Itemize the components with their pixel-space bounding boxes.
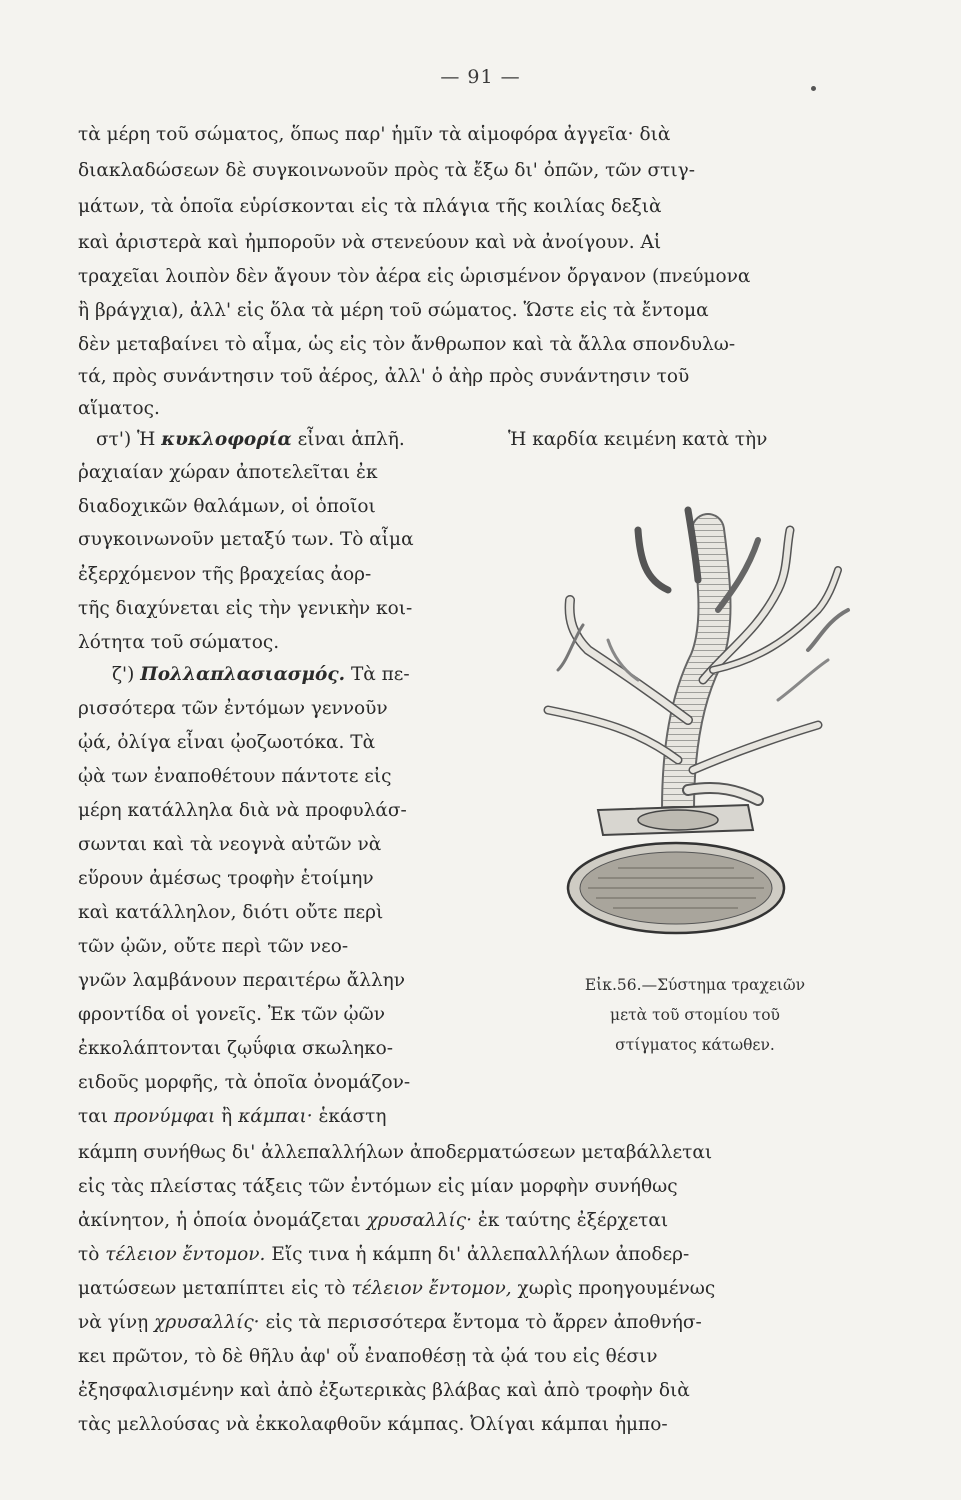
text-line: τῆς διαχύνεται εἰς τὴν γενικὴν κοι- [78,598,413,619]
text-line: φροντίδα οἱ γονεῖς. Ἐκ τῶν ᾠῶν [78,1004,385,1025]
text-line: ματώσεων μεταπίπτει εἰς τὸ τέλειον ἔντομον, χωρὶς προηγουμένως [78,1278,716,1299]
term-chrysalis: χρυσαλλίς· [366,1210,472,1231]
figure-caption: μετὰ τοῦ στομίου τοῦ [610,1006,780,1024]
section-heading-line: ζ') Πολλαπλασιασμός. Τὰ πε- [112,664,410,685]
text-line: ἐξερχόμενον τῆς βραχείας ἀορ- [78,564,372,585]
text-line: ειδοῦς μορφῆς, τὰ ὁποῖα ὀνομάζον- [78,1072,411,1093]
text-line: ἐκκολάπτονται ζῳΰφια σκωληκο- [78,1038,394,1059]
text-line: καὶ κατάλληλον, διότι οὔτε περὶ [78,902,384,923]
text-line: καὶ ἀριστερὰ καὶ ἠμποροῦν νὰ στενεύουν καὶ νὰ ἀνοίγουν. Αἱ [78,232,662,253]
section-heading-line: στ') Ἡ κυκλοφορία εἶναι ἁπλῆ. [96,429,405,450]
text-line: τραχεῖαι λοιπὸν δὲν ἄγουν τὸν ἀέρα εἰς ὡρισμένον ὄργανον (πνεύμονα [78,266,751,287]
term-teleion-entomon: τέλειον ἔντομον, [351,1278,512,1299]
section-heading-circulation: κυκλοφορία [161,429,292,450]
term-chrysalis: χρυσαλλίς· [154,1312,260,1333]
text-line: ἢ βράγχια), ἀλλ' εἰς ὅλα τὰ μέρη τοῦ σώματος. Ὥστε εἰς τὰ ἔντομα [78,300,709,321]
text-line: ᾠά, ὀλίγα εἶναι ᾠοζωοτόκα. Τὰ [78,732,376,753]
term-kampai: κάμπαι· [238,1106,313,1127]
section-heading-reproduction: Πολλαπλασιασμός. [140,664,346,685]
text-line: τά, πρὸς συνάντησιν τοῦ ἀέρος, ἀλλ' ὁ ἀὴρ πρὸς συνάντησιν τοῦ [78,366,690,387]
text-line: λότητα τοῦ σώματος. [78,632,280,653]
text-line: κει πρῶτον, τὸ δὲ θῆλυ ἀφ' οὗ ἐναποθέσῃ τὰ ᾠά του εἰς θέσιν [78,1346,658,1367]
figure-caption: Εἰκ.56.—Σύστημα τραχειῶν [584,976,806,994]
figure-caption: στίγματος κάτωθεν. [615,1036,775,1054]
text-line: τὰς μελλούσας νὰ ἐκκολαφθοῦν κάμπας. Ὀλίγαι κάμπαι ἠμπο- [78,1414,668,1435]
text-line: ἐξησφαλισμένην καὶ ἀπὸ ἐξωτερικὰς βλάβας καὶ ἀπὸ τροφὴν διὰ [78,1380,690,1401]
trachea-illustration [528,470,868,945]
text-line: ᾠὰ των ἐναποθέτουν πάντοτε εἰς [78,766,392,787]
text-line: τῶν ᾠῶν, οὔτε περὶ τῶν νεο- [78,936,349,957]
text-line: νὰ γίνῃ χρυσαλλίς· εἰς τὰ περισσότερα ἔντομα τὸ ἄρρεν ἀποθνήσ- [78,1312,702,1333]
ink-dot [811,86,816,91]
text-line: γνῶν λαμβάνουν περαιτέρω ἄλλην [78,970,406,991]
text-line: διαδοχικῶν θαλάμων, οἱ ὁποῖοι [78,496,376,517]
text-line: μάτων, τὰ ὁποῖα εὑρίσκονται εἰς τὰ πλάγια τῆς κοιλίας δεξιὰ [78,196,662,217]
term-pronymphai: προνύμφαι [113,1106,216,1127]
text-line: διακλαδώσεων δὲ συγκοινωνοῦν πρὸς τὰ ἔξω δι' ὀπῶν, τῶν στιγ- [78,160,695,181]
text-line: εἰς τὰς πλείστας τάξεις τῶν ἐντόμων εἰς μίαν μορφὴν συνήθως [78,1176,678,1197]
text-line: ται προνύμφαι ἢ κάμπαι· ἑκάστη [78,1106,387,1127]
text-line: τὰ μέρη τοῦ σώματος, ὅπως παρ' ἡμῖν τὰ αἱμοφόρα ἀγγεῖα· διὰ [78,124,671,145]
text-line: σωνται καὶ τὰ νεογνὰ αὐτῶν νὰ [78,834,382,855]
text-line: ἀκίνητον, ἡ ὁποία ὀνομάζεται χρυσαλλίς· ἐκ ταύτης ἐξέρχεται [78,1210,669,1231]
text-line: κάμπη συνήθως δι' ἀλλεπαλλήλων ἀποδερματώσεων μεταβάλλεται [78,1142,713,1163]
text-line: αἵματος. [78,398,160,419]
text-line: τὸ τέλειον ἔντομον. Εἴς τινα ἡ κάμπη δι' ἀλλεπαλλήλων ἀποδερ- [78,1244,690,1265]
page-number: — 91 — [440,66,521,88]
text-line: εὕρουν ἀμέσως τροφὴν ἑτοίμην [78,868,374,889]
text-line: μέρη κατάλληλα διὰ νὰ προφυλάσ- [78,800,407,821]
text-line: Ἡ καρδία κειμένη κατὰ τὴν [508,429,768,450]
text-line: δὲν μεταβαίνει τὸ αἷμα, ὡς εἰς τὸν ἄνθρωπον καὶ τὰ ἄλλα σπονδυλω- [78,334,736,355]
text-line: συγκοινωνοῦν μεταξύ των. Τὸ αἷμα [78,529,414,550]
text-line: ρισσότερα τῶν ἐντόμων γεννοῦν [78,698,388,719]
term-teleion-entomon: τέλειον ἔντομον. [105,1244,266,1265]
text-line: ῥαχιαίαν χώραν ἀποτελεῖται ἐκ [78,462,378,483]
